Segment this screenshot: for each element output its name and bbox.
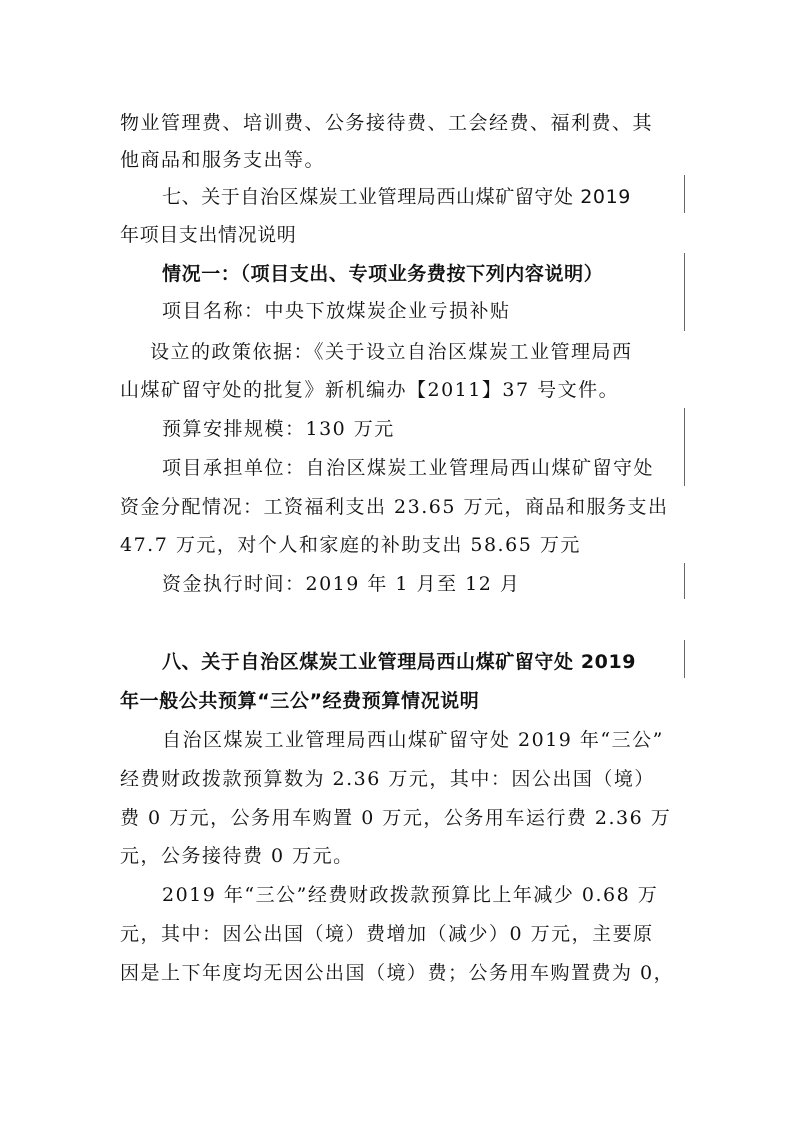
body-line: 物业管理费、培训费、公务接待费、工会经费、福利费、其 — [120, 112, 654, 134]
section-heading: 七、关于自治区煤炭工业管理局西山煤矿留守处 2019 — [162, 186, 631, 208]
body-line: 自治区煤炭工业管理局西山煤矿留守处 2019 年“三公” — [162, 729, 664, 751]
body-line: 项目承担单位：自治区煤炭工业管理局西山煤矿留守处 — [162, 457, 655, 479]
body-line: 他商品和服务支出等。 — [120, 149, 326, 171]
body-line: 47.7 万元，对个人和家庭的补助支出 58.65 万元 — [120, 534, 581, 556]
body-line: 设立的政策依据：《关于设立自治区煤炭工业管理局西 — [150, 341, 633, 363]
body-line: 山煤矿留守处的批复》新机编办【2011】37 号文件。 — [120, 379, 620, 401]
section-heading: 年一般公共预算“三公”经费预算情况说明 — [120, 690, 480, 712]
body-line: 费 0 万元，公务用车购置 0 万元，公务用车运行费 2.36 万 — [120, 807, 672, 829]
section-heading: 八、关于自治区煤炭工业管理局西山煤矿留守处 2019 — [162, 651, 637, 673]
subsection-heading: 情况一：（项目支出、专项业务费按下列内容说明） — [162, 263, 604, 285]
body-line: 元，其中：因公出国（境）费增加（减少）0 万元，主要原 — [120, 923, 654, 945]
body-line: 资金执行时间：2019 年 1 月至 12 月 — [162, 573, 521, 595]
body-line: 资金分配情况：工资福利支出 23.65 万元，商品和服务支出 — [120, 496, 669, 518]
body-line: 项目名称：中央下放煤炭企业亏损补贴 — [162, 300, 511, 322]
margin-rule — [684, 563, 685, 599]
margin-rule — [684, 640, 685, 678]
body-line: 2019 年“三公”经费财政拨款预算比上年减少 0.68 万 — [162, 884, 659, 906]
body-line: 经费财政拨款预算数为 2.36 万元，其中：因公出国（境） — [120, 768, 655, 790]
body-line: 因是上下年度均无因公出国（境）费；公务用车购置费为 0， — [120, 962, 675, 984]
margin-rule — [684, 408, 685, 486]
body-line: 预算安排规模：130 万元 — [162, 418, 395, 440]
margin-rule — [684, 253, 685, 331]
body-line: 元，公务接待费 0 万元。 — [120, 845, 354, 867]
margin-rule — [684, 175, 685, 213]
section-heading: 年项目支出情况说明 — [120, 224, 297, 246]
